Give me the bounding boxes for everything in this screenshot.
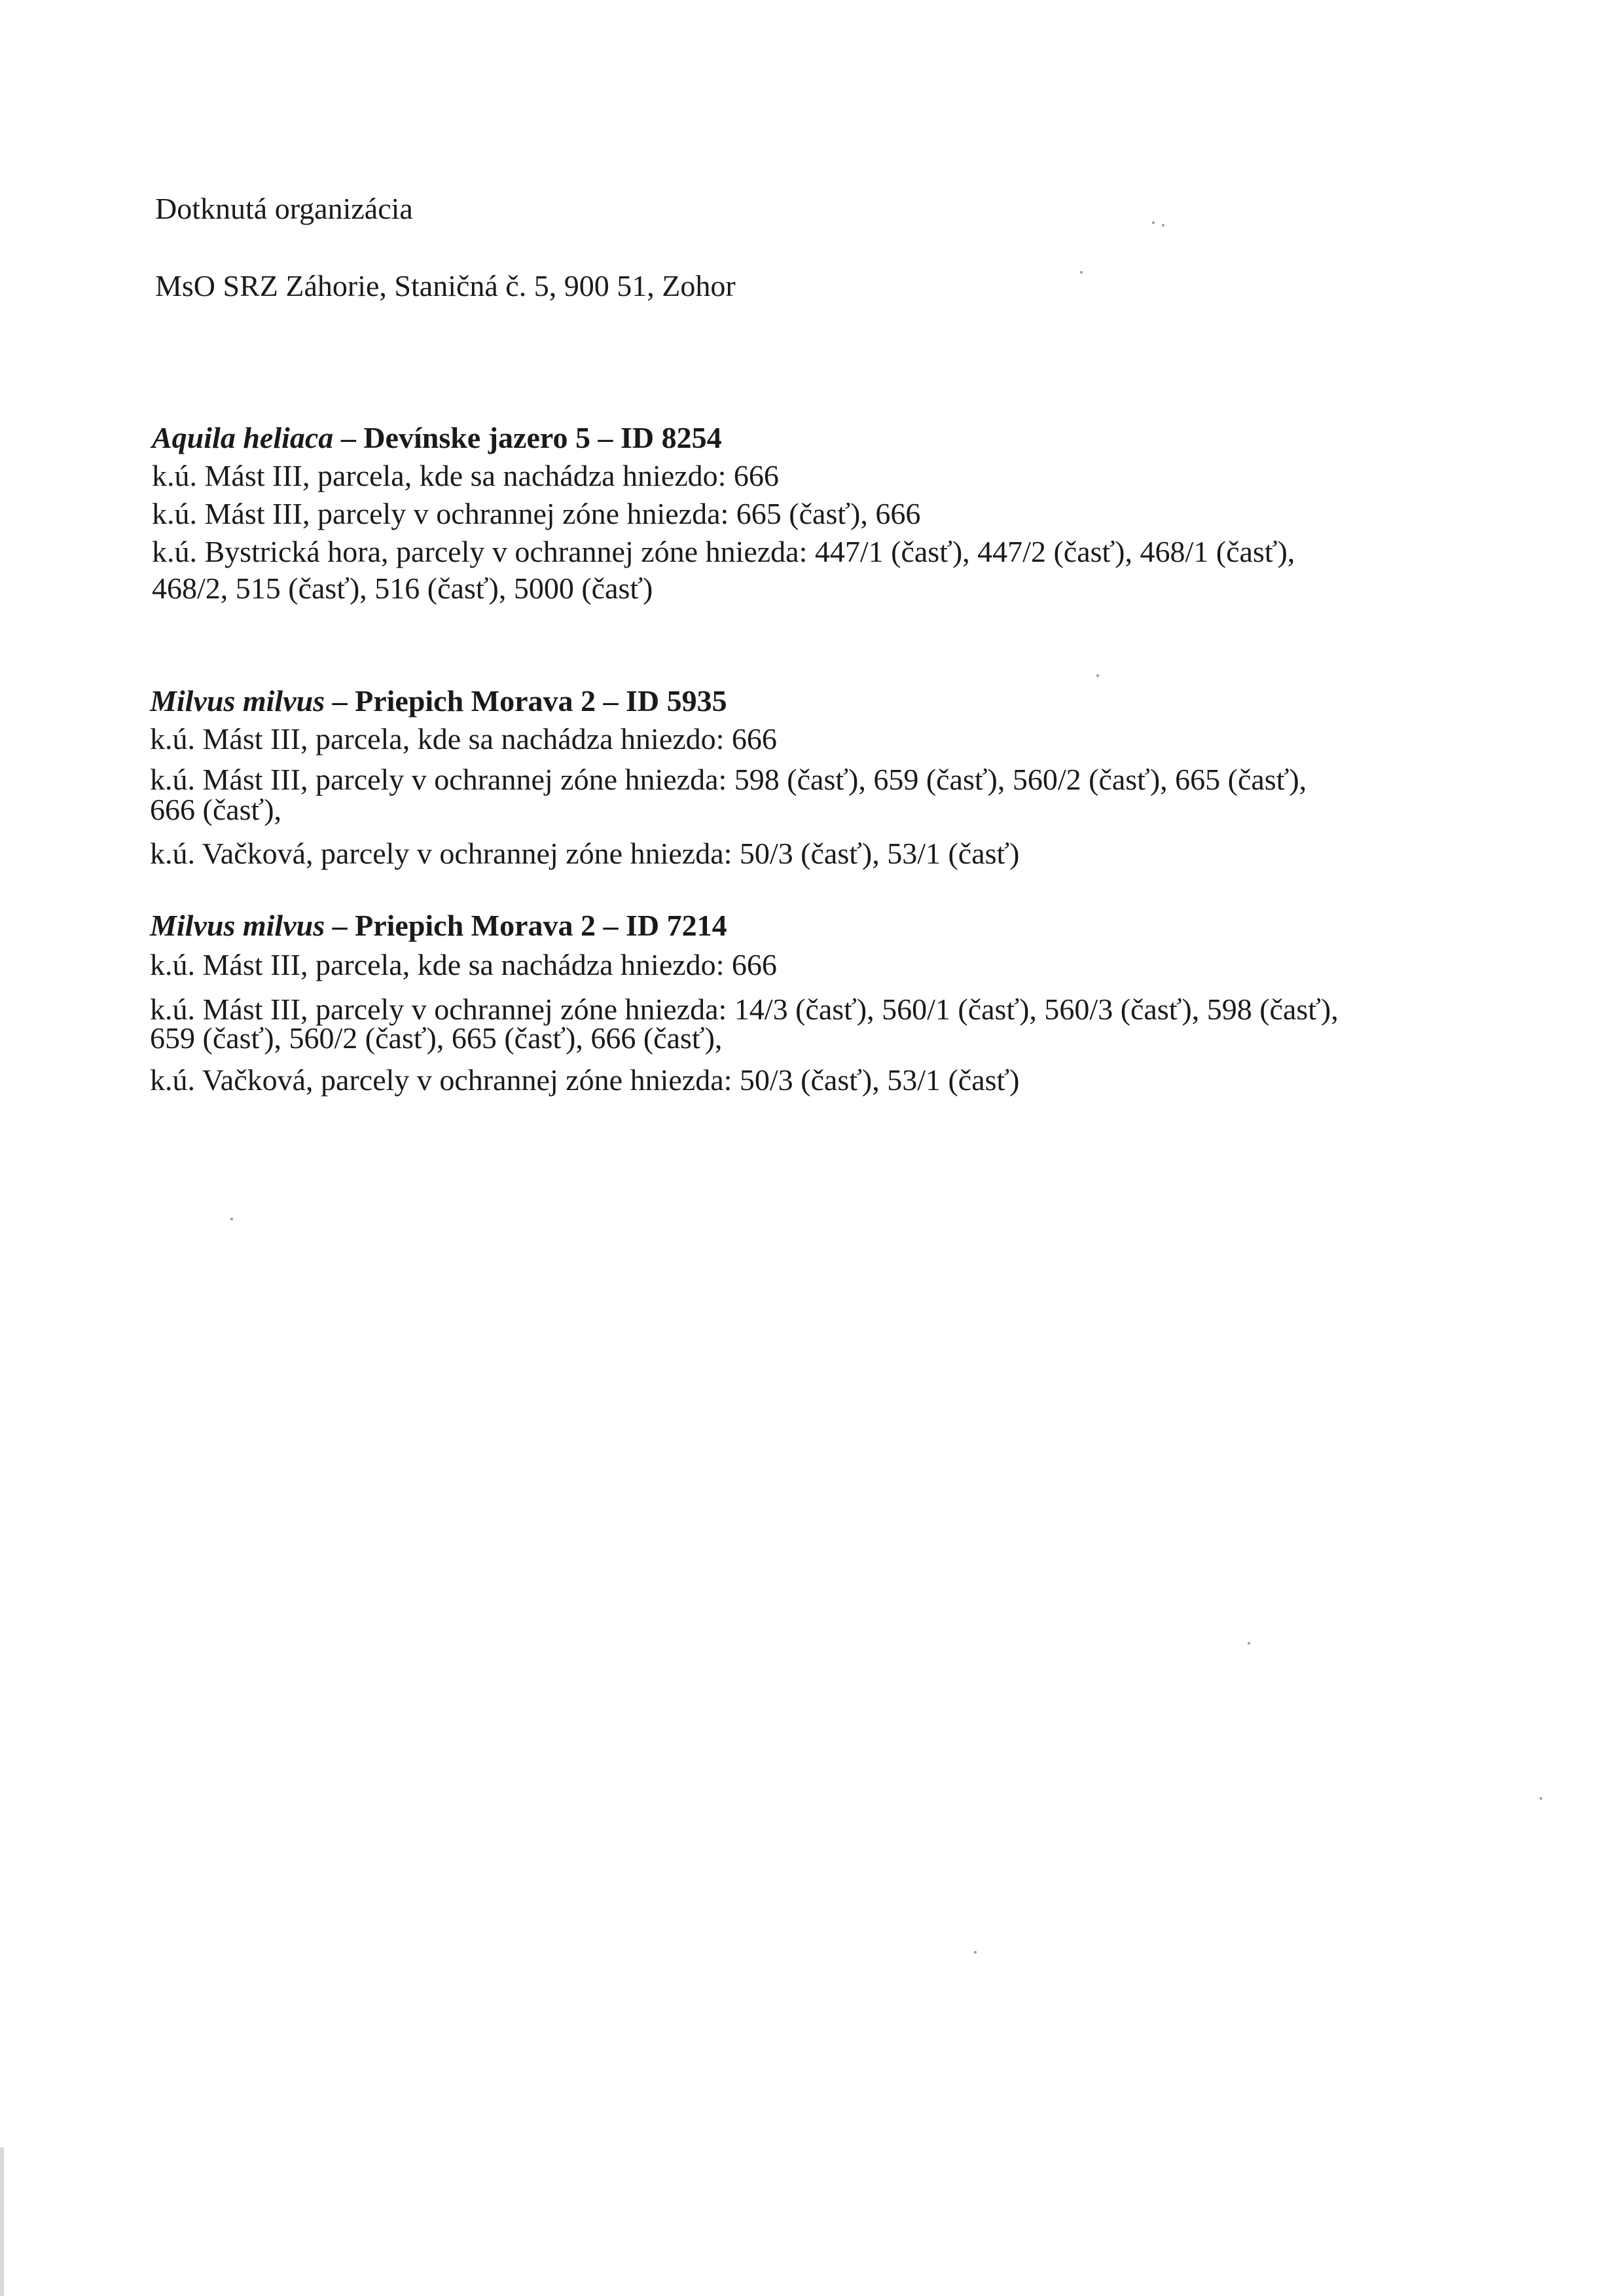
scan-speck (1162, 224, 1164, 227)
organization-label: Dotknutá organizácia (155, 192, 413, 225)
parcel-line: k.ú. Bystrická hora, parcely v ochrannej zóne hniezda: 447/1 (časť), 447/2 (časť), 468/1 (časť), (152, 535, 1295, 568)
parcel-line: k.ú. Mást III, parcela, kde sa nachádza hniezdo: 666 (150, 722, 777, 756)
scan-speck (1096, 674, 1099, 677)
scan-speck (230, 1218, 233, 1220)
parcel-line: k.ú. Vačková, parcely v ochrannej zóne hniezda: 50/3 (časť), 53/1 (časť) (150, 1063, 1020, 1097)
site-name: – Devínske jazero 5 – ID 8254 (333, 421, 722, 454)
species-name: Aquila heliaca (152, 421, 334, 454)
scan-speck (1248, 1642, 1250, 1645)
species-name: Milvus milvus (150, 909, 325, 942)
parcel-line: k.ú. Mást III, parcela, kde sa nachádza hniezdo: 666 (150, 948, 777, 981)
entry-heading (152, 420, 722, 456)
entry-heading (150, 907, 727, 944)
parcel-line: k.ú. Mást III, parcely v ochrannej zóne hniezda: 598 (časť), 659 (časť), 560/2 (časť), 665 (časť), (150, 763, 1307, 796)
parcel-line: k.ú. Mást III, parcela, kde sa nachádza hniezdo: 666 (152, 459, 779, 492)
site-name: – Priepich Morava 2 – ID 5935 (325, 684, 727, 718)
entry-heading (150, 683, 727, 720)
scan-edge-shadow (0, 2147, 4, 2296)
scan-speck (1152, 221, 1155, 224)
parcel-line: 659 (časť), 560/2 (časť), 665 (časť), 666 (časť), (150, 1021, 723, 1055)
scan-speck (1540, 1797, 1542, 1800)
scan-speck (974, 1951, 977, 1954)
site-name: – Priepich Morava 2 – ID 7214 (325, 909, 727, 942)
parcel-line: k.ú. Vačková, parcely v ochrannej zóne hniezda: 50/3 (časť), 53/1 (časť) (150, 837, 1020, 870)
parcel-line: k.ú. Mást III, parcely v ochrannej zóne hniezda: 665 (časť), 666 (152, 497, 921, 530)
parcel-line: k.ú. Mást III, parcely v ochrannej zóne hniezda: 14/3 (časť), 560/1 (časť), 560/3 (časť), 598 (časť), (150, 993, 1339, 1026)
parcel-line: 468/2, 515 (časť), 516 (časť), 5000 (časť) (152, 572, 653, 605)
parcel-line: 666 (časť), (150, 793, 282, 826)
organization-address: MsO SRZ Záhorie, Staničná č. 5, 900 51, Zohor (155, 269, 736, 302)
species-name: Milvus milvus (150, 684, 325, 718)
scan-speck (1080, 271, 1083, 274)
